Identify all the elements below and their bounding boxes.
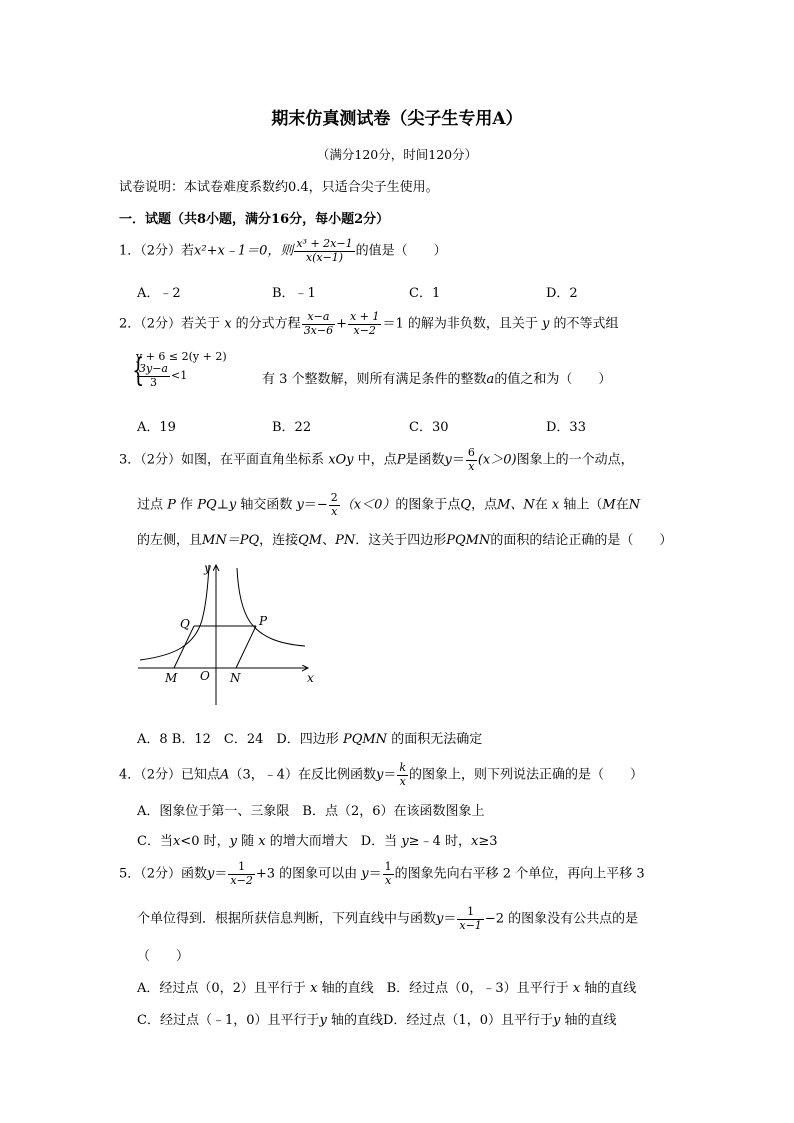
label-o: O	[200, 669, 210, 683]
q4-options-cd: C．当x<0 时，y 随 x 的增大而增大 D．当 y≥﹣4 时，x≥3	[137, 834, 498, 849]
page-title: 期末仿真测试卷（尖子生专用A）	[271, 109, 523, 129]
q1-option-b: B．﹣1	[272, 286, 316, 301]
q2-option-a: A．19	[137, 420, 176, 435]
label-x: x	[307, 671, 314, 685]
q2-option-d: D．33	[546, 420, 586, 435]
segment-pn	[236, 626, 256, 668]
question-1: 1．（2分）若x²+x﹣1＝0，则 $\frac{\text{x³ + 2x−1}}{x(x-1)}$ 的值是（ ）	[119, 237, 447, 264]
inequality-system	[132, 350, 227, 389]
question-4: 4．（2分）已知点A（3，﹣4）在反比例函数y＝ $\frac{k}{x}$ 的图象上，则下列说法正确的是（ ）	[119, 761, 644, 788]
q1-option-a: A．﹣2	[137, 286, 181, 301]
curve-right	[237, 568, 305, 646]
q4-options-ab: A．图象位于第一、三象限 B．点（2，6）在该函数图象上	[137, 804, 485, 819]
q5-options-cd: C．经过点（﹣1，0）且平行于y 轴的直线D．经过点（1，0）且平行于y 轴的直线	[137, 1013, 617, 1028]
label-p: P	[259, 614, 268, 628]
segment-qm	[174, 626, 194, 668]
label-q: Q	[180, 617, 190, 631]
section-heading: 一．试题（共8小题，满分16分，每小题2分）	[119, 212, 390, 227]
q2-option-b: B．22	[272, 420, 312, 435]
curve-left	[140, 565, 209, 660]
q5-options-ab: A．经过点（0，2）且平行于 x 轴的直线 B．经过点（0，﹣3）且平行于 x 轴的直线	[137, 981, 637, 996]
q1-option-d: D．2	[546, 286, 578, 301]
question-5-line-1: 5．（2分）函数y＝ $\frac{1}{x-2}$ +3 的图象可以由 y＝ $\frac{1}{x}$ 的图象先向右平移 2 个单位，再向上平移 3	[119, 860, 645, 887]
label-m: M	[165, 671, 178, 685]
inequality-1: y + 6 ≤ 2(y + 2)	[136, 350, 227, 363]
question-3-line-2: 过点 P 作 PQ⊥y 轴交函数 y＝− $\frac{2}{x}$ （x＜0）的图象于点Q，点M、N在 x 轴上（M在N	[137, 491, 641, 518]
brace-icon: {	[132, 351, 145, 389]
question-3-line-3: 的左侧，且MN＝PQ，连接QM、PN．这关于四边形PQMN的面积的结论正确的是（ ）	[137, 533, 673, 548]
page-subtitle: （满分120分，时间120分）	[316, 147, 478, 162]
q2-option-c: C．30	[409, 420, 449, 435]
question-2-line-1: 2．（2分）若关于 x 的分式方程 $\frac{x-a}{3x-6}$ + $\frac{x + 1}{x-2}$ ＝1 的解为非负数，且关于 y 的不等式组	[119, 310, 619, 337]
question-5-line-3: （ ）	[137, 949, 190, 964]
label-y: y	[204, 561, 211, 575]
inequality-2: $\frac{3y-a}{3}$ <1	[139, 362, 188, 389]
question-3-line-1: 3．（2分）如图，在平面直角坐标系 xOy 中，点P是函数y＝ $\frac{6}{x}$ (x＞0)图象上的一个动点，	[119, 446, 634, 473]
q1-option-c: C．1	[409, 286, 441, 301]
q3-options: A．8 B．12 C．24 D．四边形 PQMN 的面积无法确定	[137, 732, 483, 747]
question-2-line-2: 有 3 个整数解，则所有满足条件的整数a的值之和为（ ）	[262, 372, 612, 387]
exam-note: 试卷说明：本试卷难度系数约0.4，只适合尖子生使用。	[119, 180, 439, 195]
question-5-line-2: 个单位得到．根据所获信息判断，下列直线中与函数y＝ $\frac{1}{x-1}$ −2 的图象没有公共点的是	[137, 905, 639, 932]
q3-figure	[130, 560, 330, 710]
label-n: N	[230, 671, 241, 685]
